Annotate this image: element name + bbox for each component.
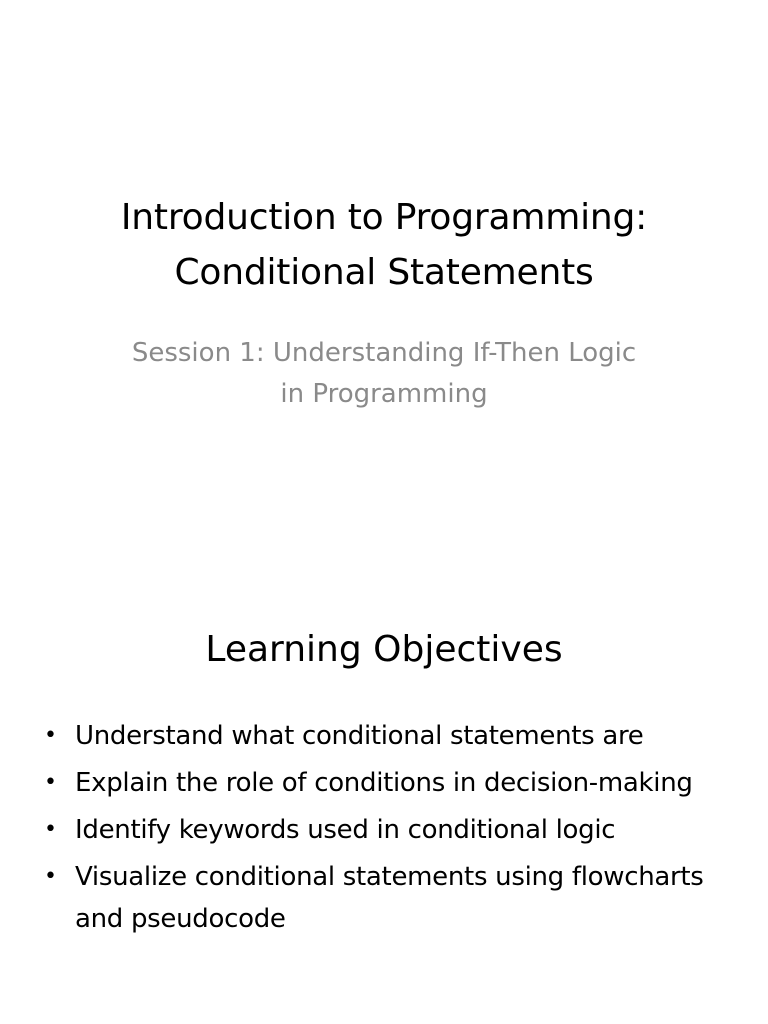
bullet-icon: • xyxy=(44,864,57,889)
objectives-list xyxy=(38,715,728,945)
slide-subtitle: Session 1: Understanding If-Then Logic in Programming xyxy=(131,338,637,409)
objective-text: Explain the role of conditions in decision-making xyxy=(75,768,693,798)
objective-text: Identify keywords used in conditional logic xyxy=(75,815,616,845)
objective-item xyxy=(38,809,728,851)
objectives-heading: Learning Objectives xyxy=(205,629,563,670)
objective-item xyxy=(38,856,728,940)
bullet-icon: • xyxy=(44,770,57,795)
objective-item xyxy=(38,715,728,757)
bullet-icon: • xyxy=(44,723,57,748)
objective-text: Understand what conditional statements are xyxy=(75,721,644,751)
slide-title: Introduction to Programming: Conditional Statements xyxy=(120,197,648,293)
bullet-icon: • xyxy=(44,817,57,842)
objective-item xyxy=(38,762,728,804)
objective-text: Visualize conditional statements using flowcharts and pseudocode xyxy=(75,862,704,934)
objectives-slide xyxy=(0,512,768,1024)
